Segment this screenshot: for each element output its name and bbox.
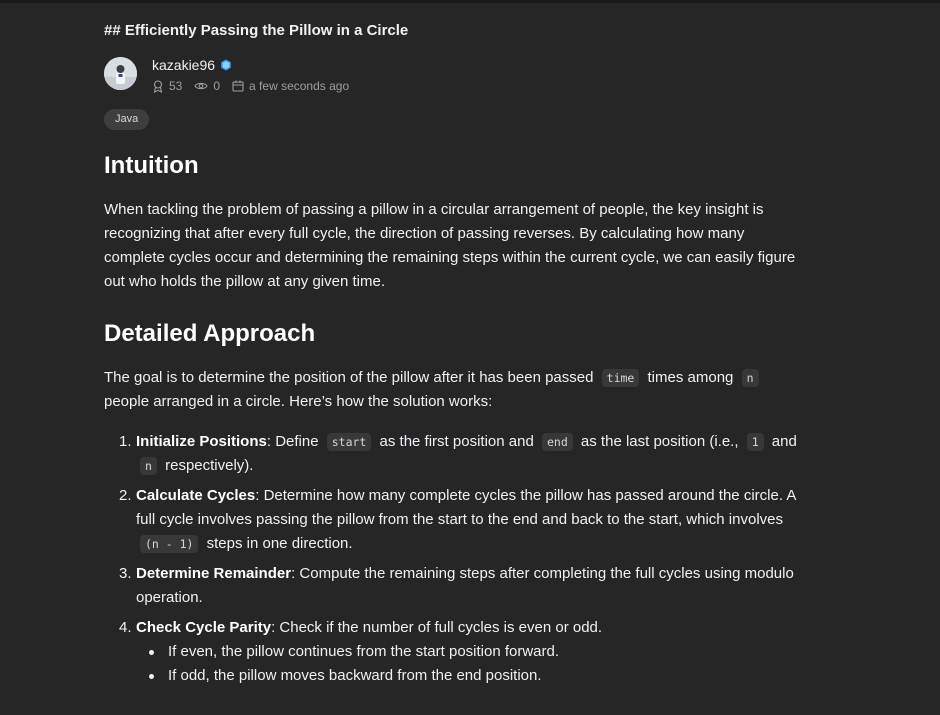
window-top-border: [0, 0, 940, 3]
views-count: 0: [213, 79, 221, 93]
author-name[interactable]: kazakie96: [152, 57, 216, 73]
date-stat: [232, 79, 349, 93]
intuition-paragraph: When tackling the problem of passing a pillow in a circular arrangement of people, the key insight is recognizing that after every full cycle, the direction of passing reverses. By calculating how many complete cycles occur and determining the remaining steps within the current cycle, we can easily figure out who holds the pillow at any given time.: [104, 201, 796, 290]
parity-bullets: [136, 640, 804, 688]
inline-code-time: time: [602, 369, 640, 387]
inline-code-1: 1: [747, 433, 764, 451]
list-item: 3. Determine Remainder: Compute the remaining steps after completing the full cycles using modulo operation.: [119, 565, 794, 606]
views-stat: [194, 79, 220, 93]
section-heading-intuition: Intuition: [104, 152, 199, 179]
reputation-stat: [152, 79, 182, 93]
reputation-count: 53: [169, 79, 183, 93]
list-item: 4. Check Cycle Parity: Check if the number of full cycles is even or odd. If even, the pillow continues from the start position forward. If odd, the pillow moves backward from the end position.: [104, 616, 804, 688]
verified-badge-icon: [220, 59, 232, 71]
section-heading-approach: Detailed Approach: [104, 320, 316, 347]
inline-code-start: start: [327, 433, 372, 451]
approach-intro: The goal is to determine the position of the pillow after it has been passed time times among n people arranged in a circle. Here’s how the solution works:: [104, 366, 804, 414]
list-item: 2. Calculate Cycles: Determine how many complete cycles the pillow has passed around the circle. A full cycle involves passing the pillow from the start to the end and back to the start, which involves (n - 1) steps in one direction.: [119, 487, 796, 552]
language-tag[interactable]: Java: [104, 109, 149, 130]
post-title: ## Efficiently Passing the Pillow in a Circle: [104, 22, 409, 39]
approach-steps: [104, 430, 804, 694]
author-block: [104, 57, 361, 94]
list-item: If odd, the pillow moves backward from the end position.: [136, 664, 804, 688]
inline-code-end: end: [542, 433, 573, 451]
inline-code-n: n: [742, 369, 759, 387]
avatar[interactable]: [104, 57, 137, 90]
posted-time: a few seconds ago: [249, 79, 350, 93]
inline-code-n-minus-1: (n - 1): [140, 535, 198, 553]
calendar-icon: [232, 80, 244, 92]
eye-icon: [194, 81, 208, 91]
inline-code-n: n: [140, 457, 157, 475]
list-item: If even, the pillow continues from the start position forward.: [136, 640, 804, 664]
award-icon: [152, 80, 164, 93]
list-item: 1. Initialize Positions: Define start as the first position and end as the last position (i.e., 1 and n respectively).: [119, 433, 797, 474]
